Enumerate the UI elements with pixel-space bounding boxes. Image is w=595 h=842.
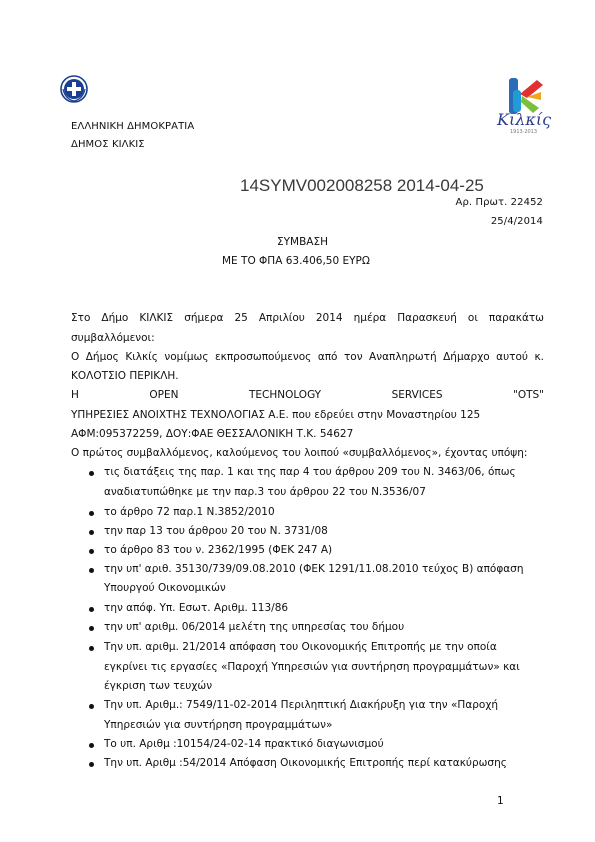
municipality-heading: ΔΗΜΟΣ ΚΙΛΚΙΣ [71,139,145,150]
page-number: 1 [497,795,504,807]
word: OPEN [149,389,179,401]
para2-line2: ΚΟΛΟΤΣΙΟ ΠΕΡΙΚΛΗ. [71,370,179,382]
bullet-icon [89,704,94,709]
word: Δήμο [101,312,129,324]
word: TECHNOLOGY [248,389,322,401]
word: τον [343,351,363,363]
list-item-line: την παρ 13 του άρθρου 20 του Ν. 3731/08 [104,525,328,537]
word: από [317,351,338,363]
word: Απριλίου [258,312,305,324]
hellenic-republic-emblem [60,75,88,103]
word: Δήμαρχο [443,351,490,363]
list-item-line: Την υπ. αριθμ. 21/2014 απόφαση του Οικονομικής Επιτροπής με την οποία [104,641,497,653]
list-item-line: αναδιατυπώθηκε με την παρ.3 του άρθρου 22 του Ν.3536/07 [104,486,426,498]
document-title: ΣΥΜΒΑΣΗ [277,236,329,248]
para1-line2: συμβαλλόμενοι: [71,332,155,344]
bullet-icon [89,511,94,516]
word: Ο [71,351,80,363]
bullet-icon [89,568,94,573]
word: παρακάτω [488,312,544,324]
bullet-icon [89,471,94,476]
bullet-icon [89,549,94,554]
word: αυτού [496,351,528,363]
word: Δήμος [85,351,119,363]
word: Παρασκευή [397,312,457,324]
list-item-line: έγκριση των τευχών [104,680,213,692]
list-item-line: το άρθρο 72 παρ.1 Ν.3852/2010 [104,506,275,518]
para3-line2: ΥΠΗΡΕΣΙΕΣ ΑΝΟΙΧΤΗΣ ΤΕΧΝΟΛΟΓΙΑΣ Α.Ε. που εδρεύει στην Μοναστηρίου 125 [71,409,481,421]
word: Η [71,389,79,401]
bullet-icon [89,607,94,612]
para3-line3: ΑΦΜ:095372259, ΔΟΥ:ΦΑΕ ΘΕΣΣΑΛΟΝΙΚΗ Τ.Κ. 54627 [71,428,354,440]
bullet-icon [89,626,94,631]
list-item-line: Το υπ. Αριθμ :10154/24-02-14 πρακτικό διαγωνισμού [104,738,384,750]
word: "OTS" [512,389,544,401]
list-item-line: την υπ' αριθ. 35130/739/09.08.2010 (ΦΕΚ 1291/11.08.2010 τεύχος Β) απόφαση [104,563,524,575]
word: σήμερα [184,312,224,324]
para3-line1 [71,389,544,401]
list-item-line: την υπ' αριθμ. 06/2014 μελέτη της υπηρεσίας του δήμου [104,621,405,633]
ada-stamp: 14SYMV002008258 2014-04-25 [240,176,484,195]
word: Κιλκίς [125,351,158,363]
word: εκπροσωπούμενος [214,351,312,363]
bullet-icon [89,530,94,535]
para4: Ο πρώτος συμβαλλόμενος, καλούμενος του λοιπού «συμβαλλόμενος», έχοντας υπόψη: [71,447,528,459]
bullet-icon [89,743,94,748]
document-date: 25/4/2014 [490,216,543,227]
word: νομίμως [164,351,209,363]
word: ΚΙΛΚΙΣ [139,312,174,324]
list-item-line: τις διατάξεις της παρ. 1 και της παρ 4 του άρθρου 209 του Ν. 3463/06, όπως [104,466,516,478]
word: ημέρα [353,312,387,324]
word: SERVICES [391,389,443,401]
list-item-line: Την υπ. Αριθμ :54/2014 Απόφαση Οικονομικής Επιτροπής περί κατακύρωσης [104,757,507,769]
list-item-line: το άρθρο 83 του ν. 2362/1995 (ΦΕΚ 247 Α) [104,544,333,556]
logo-years: 1913·2013 [510,129,538,135]
word: Αναπληρωτή [369,351,437,363]
word: Στο [71,312,91,324]
para1-line1 [71,312,544,324]
word: οι [467,312,478,324]
logo-wordmark: Κιλκίς [497,110,552,129]
list-item-line: εγκρίνει τις εργασίες «Παροχή Υπηρεσιών για συντήρηση προγραμμάτων» και [104,661,520,673]
bullet-icon [89,762,94,767]
word: κ. [534,351,544,363]
list-item-line: Υπηρεσιών για συντήρηση προγραμμάτων» [104,719,333,731]
word: 2014 [315,312,343,324]
list-item-line: την απόφ. Υπ. Εσωτ. Αριθμ. 113/86 [104,602,289,614]
bullet-icon [89,646,94,651]
list-item-line: Υπουργού Οικονομικών [104,582,226,594]
para2-line1 [71,351,544,363]
protocol-number: Αρ. Πρωτ. 22452 [455,197,543,208]
document-subtitle: ΜΕ ΤΟ ΦΠΑ 63.406,50 ΕΥΡΩ [222,255,370,267]
republic-heading: ΕΛΛΗΝΙΚΗ ΔΗΜΟΚΡΑΤΙΑ [71,121,195,132]
word: 25 [234,312,248,324]
list-item-line: Την υπ. Αριθμ.: 7549/11-02-2014 Περιληπτική Διακήρυξη για την «Παροχή [104,699,499,711]
